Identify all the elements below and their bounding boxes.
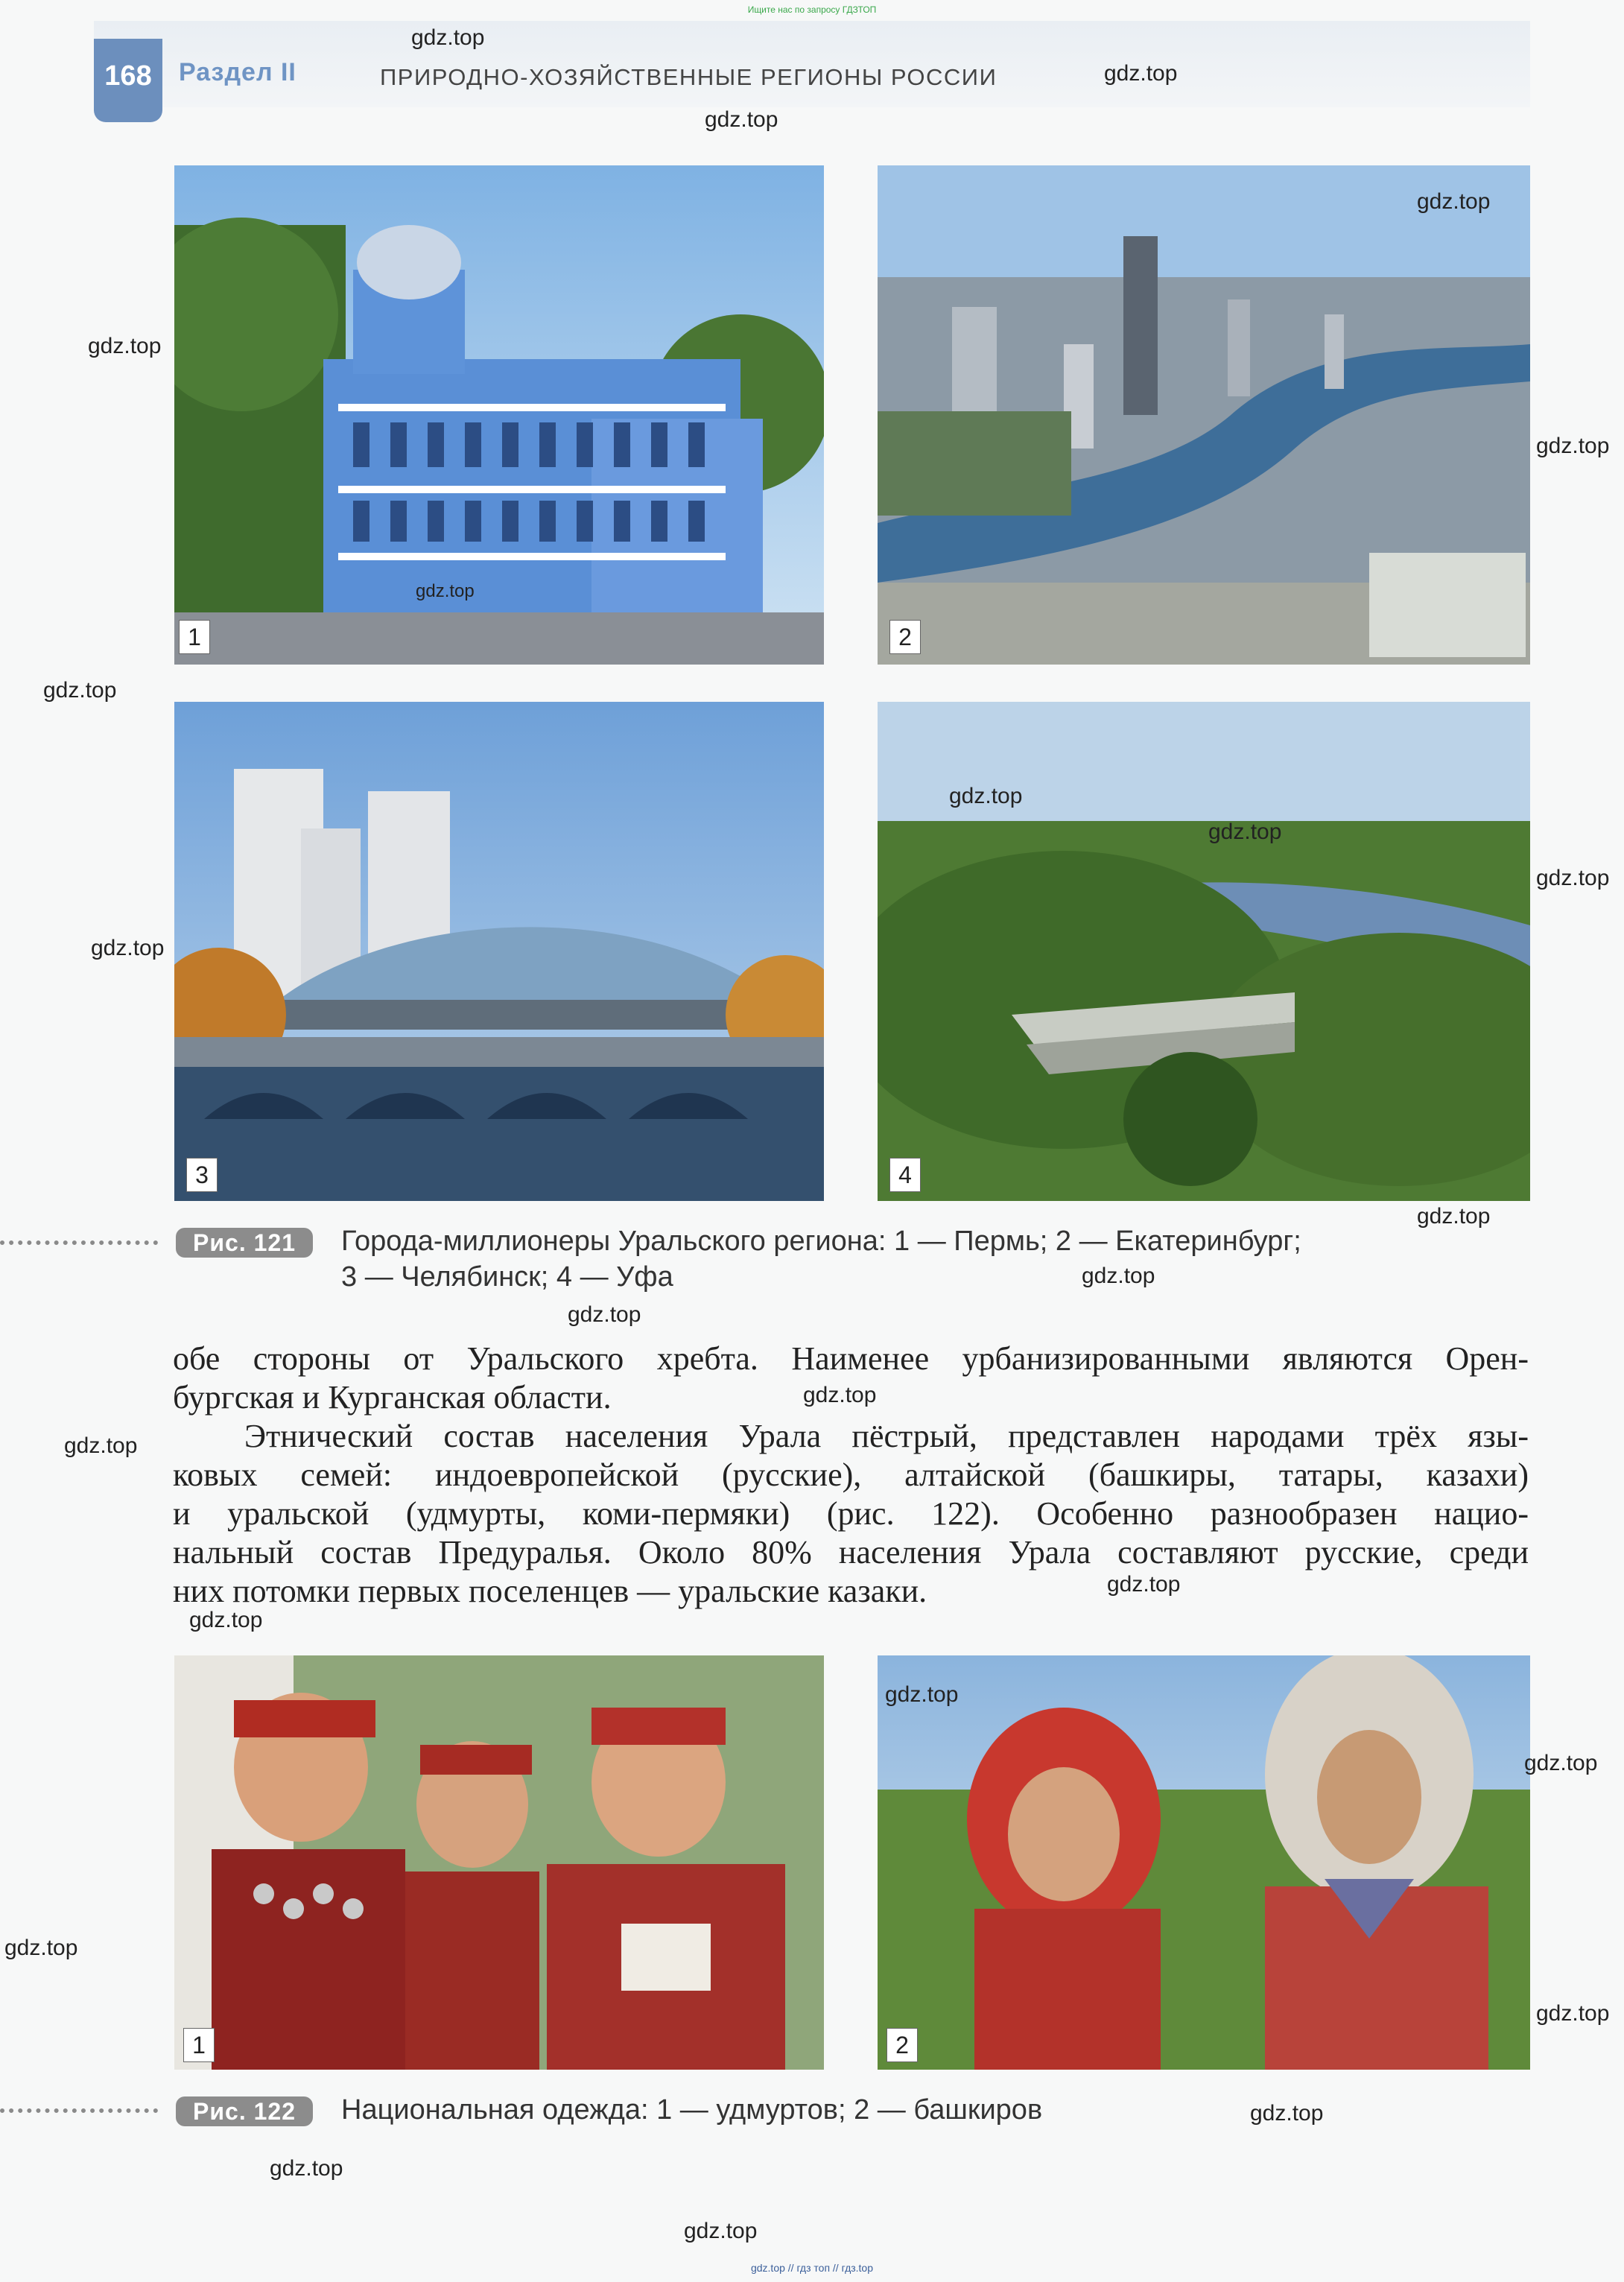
photo-number: 4 [889,1158,921,1192]
watermark: gdz.top [1082,1264,1155,1288]
watermark: gdz.top [1250,2101,1324,2126]
caption-line: 3 — Челябинск; 4 — Уфа [341,1261,673,1293]
watermark: gdz.top [43,678,117,703]
section-label: Раздел II [179,58,296,86]
watermark: gdz.top [1104,61,1178,86]
body-line: нальный состав Предуралья. Около 80% населения Урала составляют русские, среди [173,1534,1529,1571]
watermark: gdz.top [416,581,475,601]
watermark: gdz.top [1524,1751,1598,1775]
photo-perm [174,165,824,665]
photo-number: 3 [186,1158,218,1192]
figure-badge: Рис. 122 [176,2096,313,2126]
watermark: gdz.top [803,1383,877,1407]
watermark: gdz.top [4,1936,78,1960]
watermark: gdz.top [189,1608,263,1632]
dotted-leader [0,1240,158,1245]
body-line: ковых семей: индоевропейской (русские), алтайской (башкиры, татары, казахи) [173,1457,1529,1493]
watermark: gdz.top [1536,2001,1610,2026]
watermark: gdz.top [91,936,165,960]
watermark: gdz.top [568,1302,641,1327]
watermark: gdz.top [1536,434,1610,458]
watermark: gdz.top [1417,1204,1491,1229]
body-line: и уральской (удмурты, коми-пермяки) (рис. 122). Особенно разнообразен нацио- [173,1495,1529,1532]
dotted-leader [0,2108,158,2113]
photo-bashkir-costume [878,1655,1530,2070]
section-title: ПРИРОДНО-ХОЗЯЙСТВЕННЫЕ РЕГИОНЫ РОССИИ [380,64,997,90]
photo-udmurt-costume [174,1655,824,2070]
watermark: gdz.top [411,25,485,50]
photo-number: 1 [183,2028,215,2062]
watermark: gdz.top [1536,866,1610,890]
watermark: gdz.top [1107,1572,1181,1597]
figure-caption [341,1223,1533,1295]
photo-number: 2 [889,620,921,654]
footer-note: gdz.top // гдз топ // гдз.top [750,2262,874,2274]
watermark: gdz.top [705,107,778,132]
photo-yekaterinburg [878,165,1530,665]
top-note: Ищите нас по запросу ГДЗТОП [747,4,877,15]
body-text [173,1340,1529,1611]
watermark: gdz.top [949,784,1023,808]
watermark: gdz.top [88,334,162,358]
photo-chelyabinsk [174,702,824,1201]
body-line: Этнический состав населения Урала пёстрый, представлен народами трёх язы- [244,1418,1529,1454]
page-number: 168 [94,39,162,122]
watermark: gdz.top [270,2156,343,2181]
figure-caption: Национальная одежда: 1 — удмуртов; 2 — башкиров [341,2094,1043,2126]
photo-number: 2 [886,2028,918,2062]
body-line: обе стороны от Уральского хребта. Наименее урбанизированными являются Орен- [173,1340,1529,1377]
watermark: gdz.top [1417,189,1491,214]
watermark: gdz.top [684,2219,758,2243]
watermark: gdz.top [64,1433,138,1458]
watermark: gdz.top [885,1682,959,1707]
caption-line: Города-миллионеры Уральского региона: 1 — Пермь; 2 — Екатеринбург; [341,1226,1301,1257]
body-line: них потомки первых поселенцев — уральские казаки. [173,1573,927,1609]
body-line: бургская и Курганская области. [173,1379,612,1416]
photo-ufa [878,702,1530,1201]
watermark: gdz.top [1208,820,1282,844]
photo-number: 1 [179,620,210,654]
figure-badge: Рис. 121 [176,1228,313,1258]
